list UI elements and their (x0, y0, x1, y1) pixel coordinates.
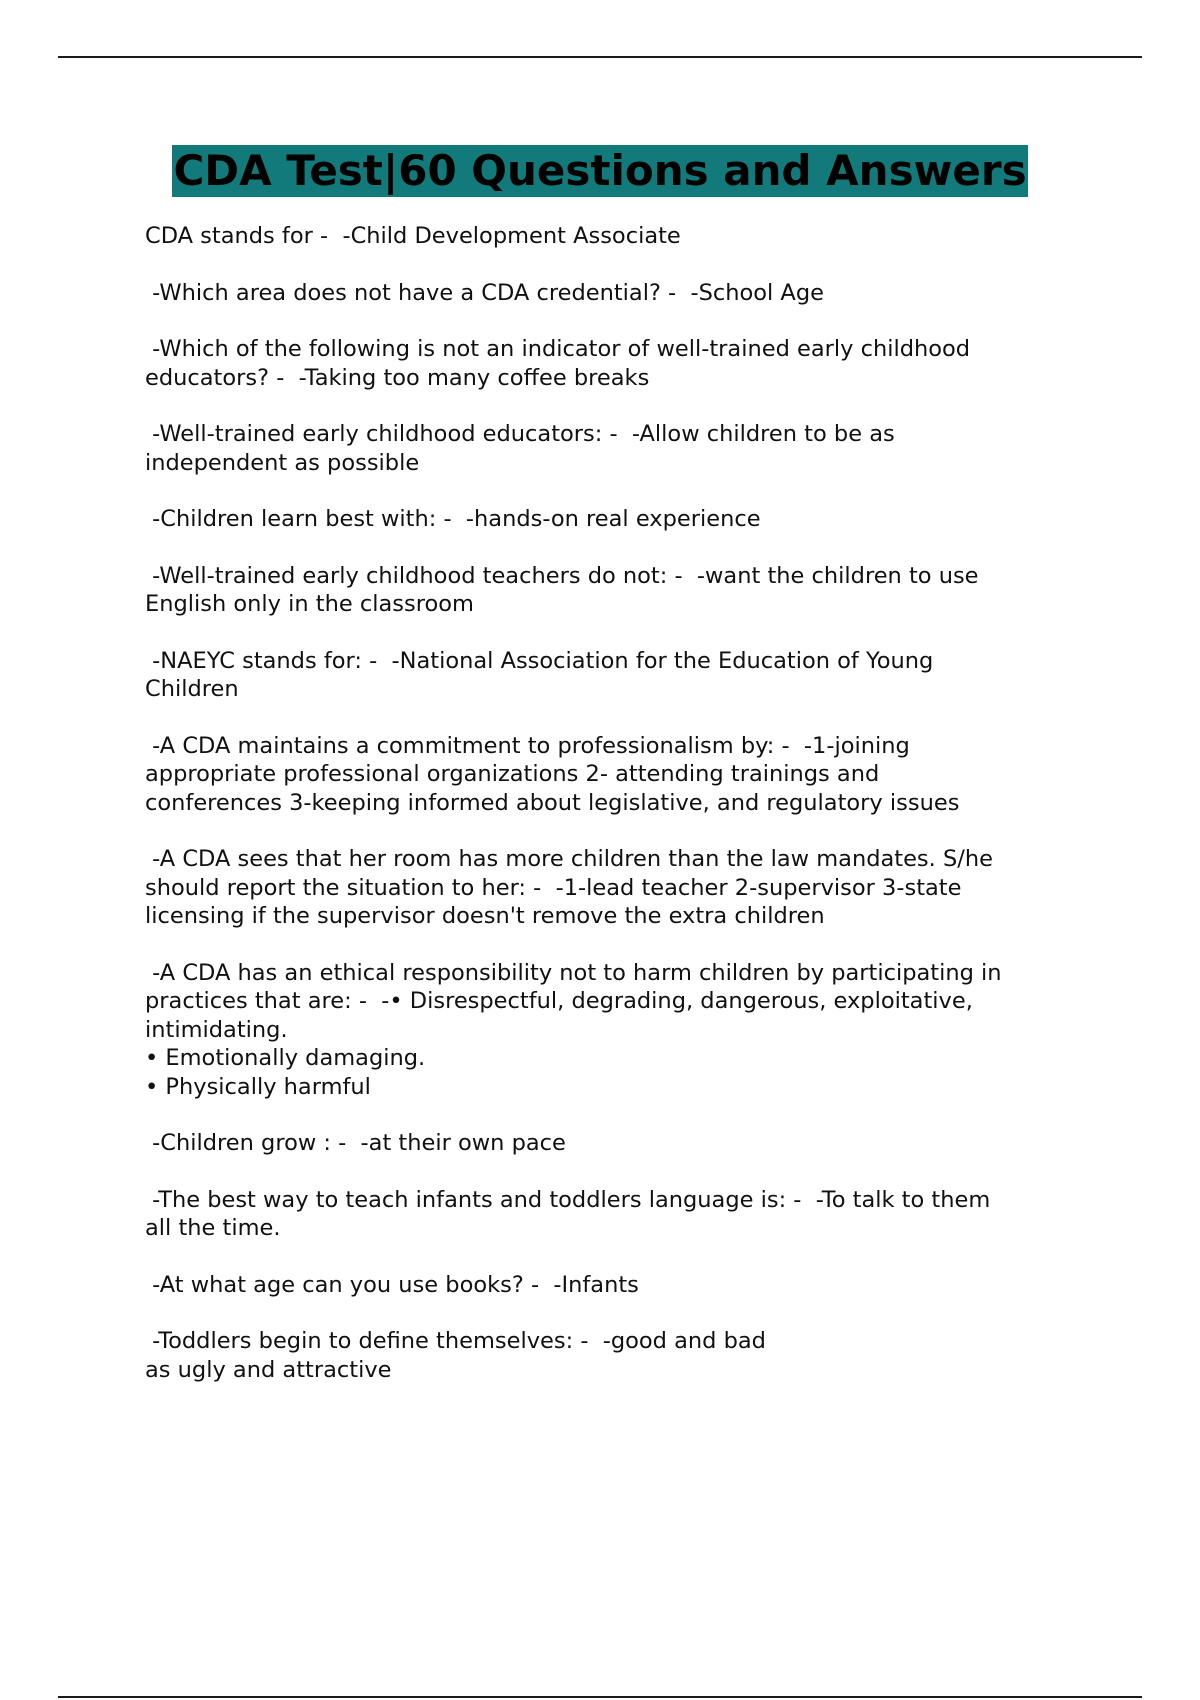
qa-item (145, 1327, 1080, 1384)
qa-line: conferences 3-keeping informed about legislative, and regulatory issues (145, 789, 960, 816)
qa-item (145, 279, 1080, 308)
qa-line: independent as possible (145, 449, 420, 476)
qa-line: appropriate professional organizations 2- attending trainings and (145, 761, 880, 787)
qa-line: -At what age can you use books? - -Infants (145, 1271, 639, 1298)
qa-line: -A CDA sees that her room has more children than the law mandates. S/he (145, 846, 993, 872)
qa-line: • Emotionally damaging. (145, 1045, 426, 1071)
qa-line: -Which of the following is not an indicator of well-trained early childhood (145, 336, 971, 362)
qa-item (145, 335, 1080, 392)
qa-item (145, 222, 1080, 251)
qa-line: practices that are: - -• Disrespectful, degrading, dangerous, exploitative, (145, 988, 973, 1014)
page-title: CDA Test|60 Questions and Answers (173, 146, 1027, 195)
qa-item (145, 845, 1080, 931)
qa-item (145, 562, 1080, 619)
qa-line: -Well-trained early childhood educators: - -Allow children to be as (145, 421, 895, 447)
top-rule (58, 56, 1142, 58)
qa-line: -A CDA has an ethical responsibility not to harm children by participating in (145, 959, 1002, 986)
qa-item (145, 647, 1080, 704)
qa-item (145, 1271, 1080, 1300)
qa-line: should report the situation to her: - -1-lead teacher 2-supervisor 3-state (145, 874, 962, 901)
qa-line: -The best way to teach infants and toddlers language is: - -To talk to them (145, 1186, 991, 1213)
qa-line: -Which area does not have a CDA credential? - -School Age (145, 279, 824, 306)
qa-line: -Children learn best with: - -hands-on real experience (145, 506, 761, 532)
qa-line: educators? - -Taking too many coffee breaks (145, 364, 650, 391)
qa-line: -A CDA maintains a commitment to professionalism by: - -1-joining (145, 732, 910, 759)
qa-line: all the time. (145, 1215, 281, 1241)
qa-item (145, 1129, 1080, 1158)
qa-item (145, 420, 1080, 477)
qa-line: -Children grow : - -at their own pace (145, 1130, 566, 1156)
qa-item (145, 732, 1080, 818)
qa-line: -Toddlers begin to define themselves: - -good and bad (145, 1328, 766, 1354)
qa-item (145, 959, 1080, 1102)
qa-line: -Well-trained early childhood teachers do not: - -want the children to use (145, 562, 979, 589)
qa-line: Children (145, 676, 239, 702)
qa-line: • Physically harmful (145, 1073, 371, 1100)
qa-line: CDA stands for - -Child Development Associate (145, 223, 681, 249)
bottom-rule (58, 1696, 1142, 1698)
qa-item (145, 505, 1080, 534)
qa-line: as ugly and attractive (145, 1356, 392, 1383)
qa-item (145, 1186, 1080, 1243)
qa-list (145, 222, 1080, 1412)
title-container (0, 145, 1200, 197)
qa-line: intimidating. (145, 1016, 288, 1043)
qa-line: licensing if the supervisor doesn't remove the extra children (145, 903, 825, 929)
qa-line: -NAEYC stands for: - -National Association for the Education of Young (145, 647, 934, 674)
qa-line: English only in the classroom (145, 591, 474, 617)
